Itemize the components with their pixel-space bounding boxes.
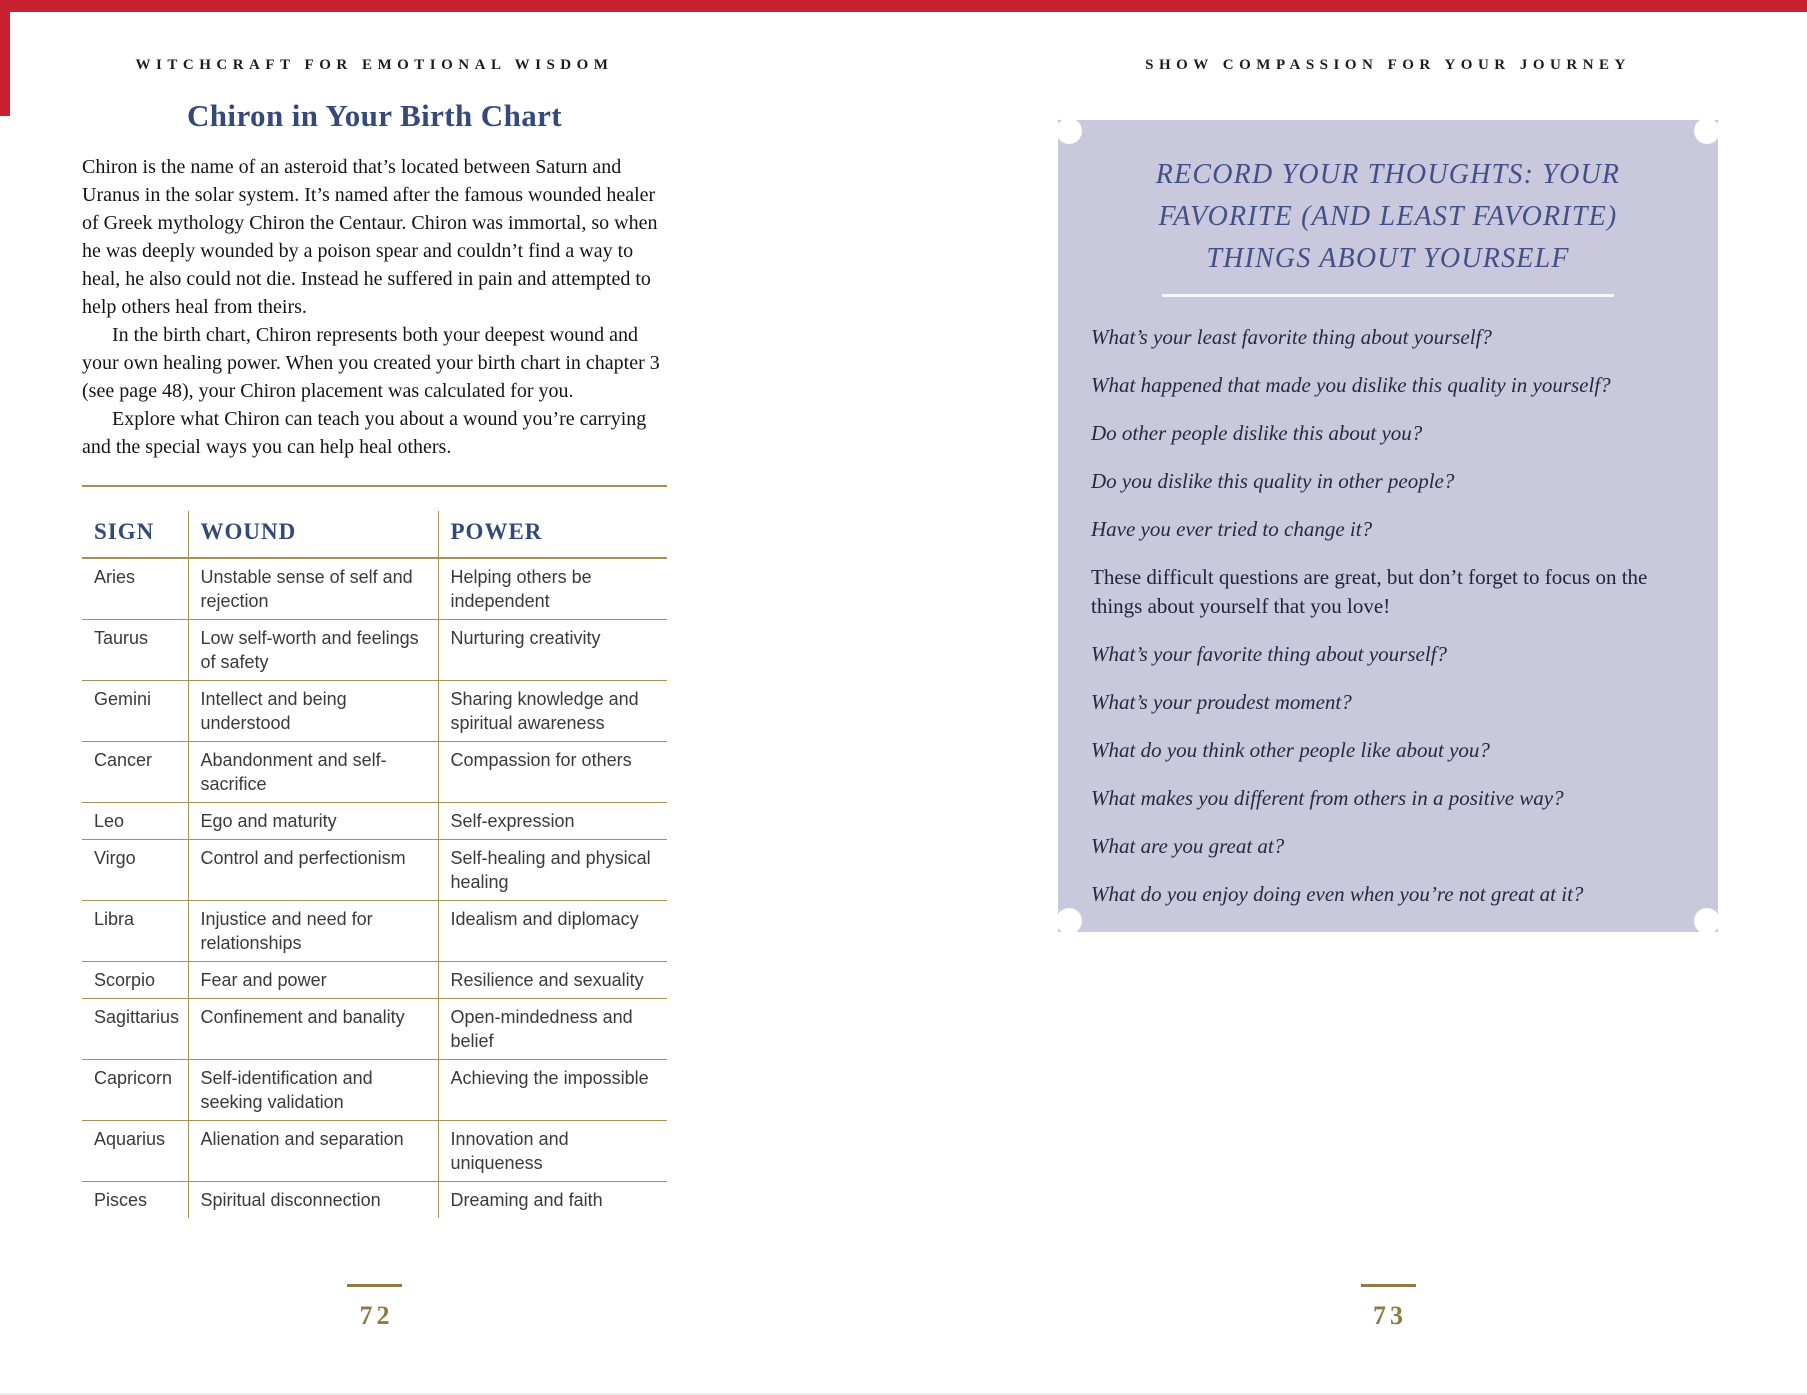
- journal-question: Have you ever tried to change it?: [1091, 516, 1373, 541]
- cell-wound: Fear and power: [188, 962, 438, 999]
- corner-notch: [1056, 908, 1082, 934]
- journal-question: What’s your proudest moment?: [1091, 689, 1352, 714]
- cell-sign: Aries: [94, 567, 136, 588]
- cell-wound: Control and perfectionism: [188, 840, 438, 901]
- record-thoughts-box: [1058, 120, 1718, 932]
- journal-question: Do other people dislike this about you?: [1091, 420, 1423, 445]
- journal-question: What do you enjoy doing even when you’re not great at it?: [1091, 881, 1584, 906]
- page-title: Chiron in Your Birth Chart: [187, 98, 562, 133]
- cell-wound: Ego and maturity: [188, 803, 438, 840]
- box-title-line: RECORD YOUR THOUGHTS: YOUR: [1155, 159, 1621, 190]
- book-edge-left: [0, 0, 10, 116]
- cell-sign: Sagittarius: [94, 1007, 180, 1028]
- journal-question: What’s your favorite thing about yourself?: [1091, 641, 1448, 666]
- cell-power: Idealism and diplomacy: [438, 901, 667, 962]
- cell-wound: Confinement and banality: [188, 999, 438, 1060]
- cell-power: Open-mindedness and belief: [438, 999, 667, 1060]
- journal-question: What do you think other people like about you?: [1091, 737, 1490, 762]
- cell-wound: Low self-worth and feelings of safety: [188, 620, 438, 681]
- corner-notch: [1056, 118, 1082, 144]
- journal-note: These difficult questions are great, but don’t forget to focus on the things about yourself that you love!: [1091, 564, 1648, 618]
- cell-power: Nurturing creativity: [438, 620, 667, 681]
- right-page: [1058, 0, 1718, 1330]
- cell-power: Dreaming and faith: [438, 1182, 667, 1219]
- table-row: [82, 1182, 667, 1219]
- table-row: [82, 901, 667, 962]
- cell-power: Sharing knowledge and spiritual awareness: [438, 681, 667, 742]
- table-row: [82, 620, 667, 681]
- title-divider: [1162, 294, 1614, 297]
- cell-wound: Abandonment and self-sacrifice: [188, 742, 438, 803]
- table-row: [82, 1121, 667, 1182]
- box-title-line: FAVORITE (AND LEAST FAVORITE): [1158, 201, 1618, 232]
- left-page: [82, 0, 667, 1330]
- cell-wound: Alienation and separation: [188, 1121, 438, 1182]
- column-header-sign: SIGN: [82, 511, 188, 558]
- journal-question: Do you dislike this quality in other people?: [1091, 468, 1455, 493]
- folio-rule: [347, 1284, 402, 1287]
- body-paragraph: In the birth chart, Chiron represents both your deepest wound and your own healing power. When you created your birth chart in chapter 3 (see page 48), your Chiron placement was calculated for you.: [82, 324, 660, 403]
- table-row: [82, 962, 667, 999]
- table-header-row: [82, 511, 667, 558]
- table-row: [82, 1060, 667, 1121]
- cell-wound: Self-identification and seeking validation: [188, 1060, 438, 1121]
- cell-power: Self-expression: [438, 803, 667, 840]
- body-paragraph: Chiron is the name of an asteroid that’s located between Saturn and Uranus in the solar system. It’s named after the famous wounded healer of Greek mythology Chiron the Centaur. Chiron was immortal, so when he was deeply wounded by a poison spear and couldn’t find a way to heal, he also could not die. Instead he suffered in pain and attempted to help others heal from theirs.: [82, 156, 658, 319]
- cell-wound: Intellect and being understood: [188, 681, 438, 742]
- running-head-left: WITCHCRAFT FOR EMOTIONAL WISDOM: [135, 57, 614, 73]
- cell-power: Innovation and uniqueness: [438, 1121, 667, 1182]
- corner-notch: [1694, 908, 1720, 934]
- table-row: [82, 681, 667, 742]
- running-head-right: SHOW COMPASSION FOR YOUR JOURNEY: [1145, 57, 1631, 73]
- cell-power: Self-healing and physical healing: [438, 840, 667, 901]
- table-row: [82, 803, 667, 840]
- box-title-line: THINGS ABOUT YOURSELF: [1206, 243, 1570, 274]
- table-row: [82, 840, 667, 901]
- journal-question: What happened that made you dislike this quality in yourself?: [1091, 372, 1611, 397]
- cell-sign: Taurus: [94, 628, 149, 649]
- cell-sign: Scorpio: [94, 970, 156, 991]
- corner-notch: [1694, 118, 1720, 144]
- table-row: [82, 558, 667, 620]
- chiron-table: [82, 511, 667, 1218]
- page-number-left: [82, 1284, 667, 1331]
- cell-power: Compassion for others: [438, 742, 667, 803]
- body-paragraph: Explore what Chiron can teach you about a wound you’re carrying and the special ways you can help heal others.: [82, 408, 647, 459]
- column-header-wound: WOUND: [188, 511, 438, 558]
- journal-question: What’s your least favorite thing about yourself?: [1091, 324, 1492, 349]
- cell-sign: Capricorn: [94, 1068, 173, 1089]
- cell-power: Resilience and sexuality: [438, 962, 667, 999]
- cell-wound: Spiritual disconnection: [188, 1182, 438, 1219]
- cell-power: Helping others be independent: [438, 558, 667, 620]
- cell-sign: Gemini: [94, 689, 152, 710]
- cell-power: Achieving the impossible: [438, 1060, 667, 1121]
- folio-rule: [1361, 1284, 1416, 1287]
- table-row: [82, 742, 667, 803]
- cell-sign: Leo: [94, 811, 125, 832]
- page-number-right: [1058, 1284, 1718, 1331]
- folio-number: 73: [1373, 1300, 1407, 1330]
- folio-number: 72: [359, 1300, 394, 1330]
- cell-sign: Pisces: [94, 1190, 148, 1211]
- table-top-rule: [82, 485, 667, 487]
- column-header-power: POWER: [438, 511, 667, 558]
- journal-question: What are you great at?: [1091, 833, 1285, 858]
- cell-wound: Injustice and need for relationships: [188, 901, 438, 962]
- journal-question: What makes you different from others in a positive way?: [1091, 785, 1564, 810]
- table-row: [82, 999, 667, 1060]
- cell-sign: Cancer: [94, 750, 153, 771]
- box-title: [1091, 154, 1685, 280]
- cell-sign: Libra: [94, 909, 135, 930]
- cell-wound: Unstable sense of self and rejection: [188, 558, 438, 620]
- cell-sign: Aquarius: [94, 1129, 166, 1150]
- cell-sign: Virgo: [94, 848, 136, 869]
